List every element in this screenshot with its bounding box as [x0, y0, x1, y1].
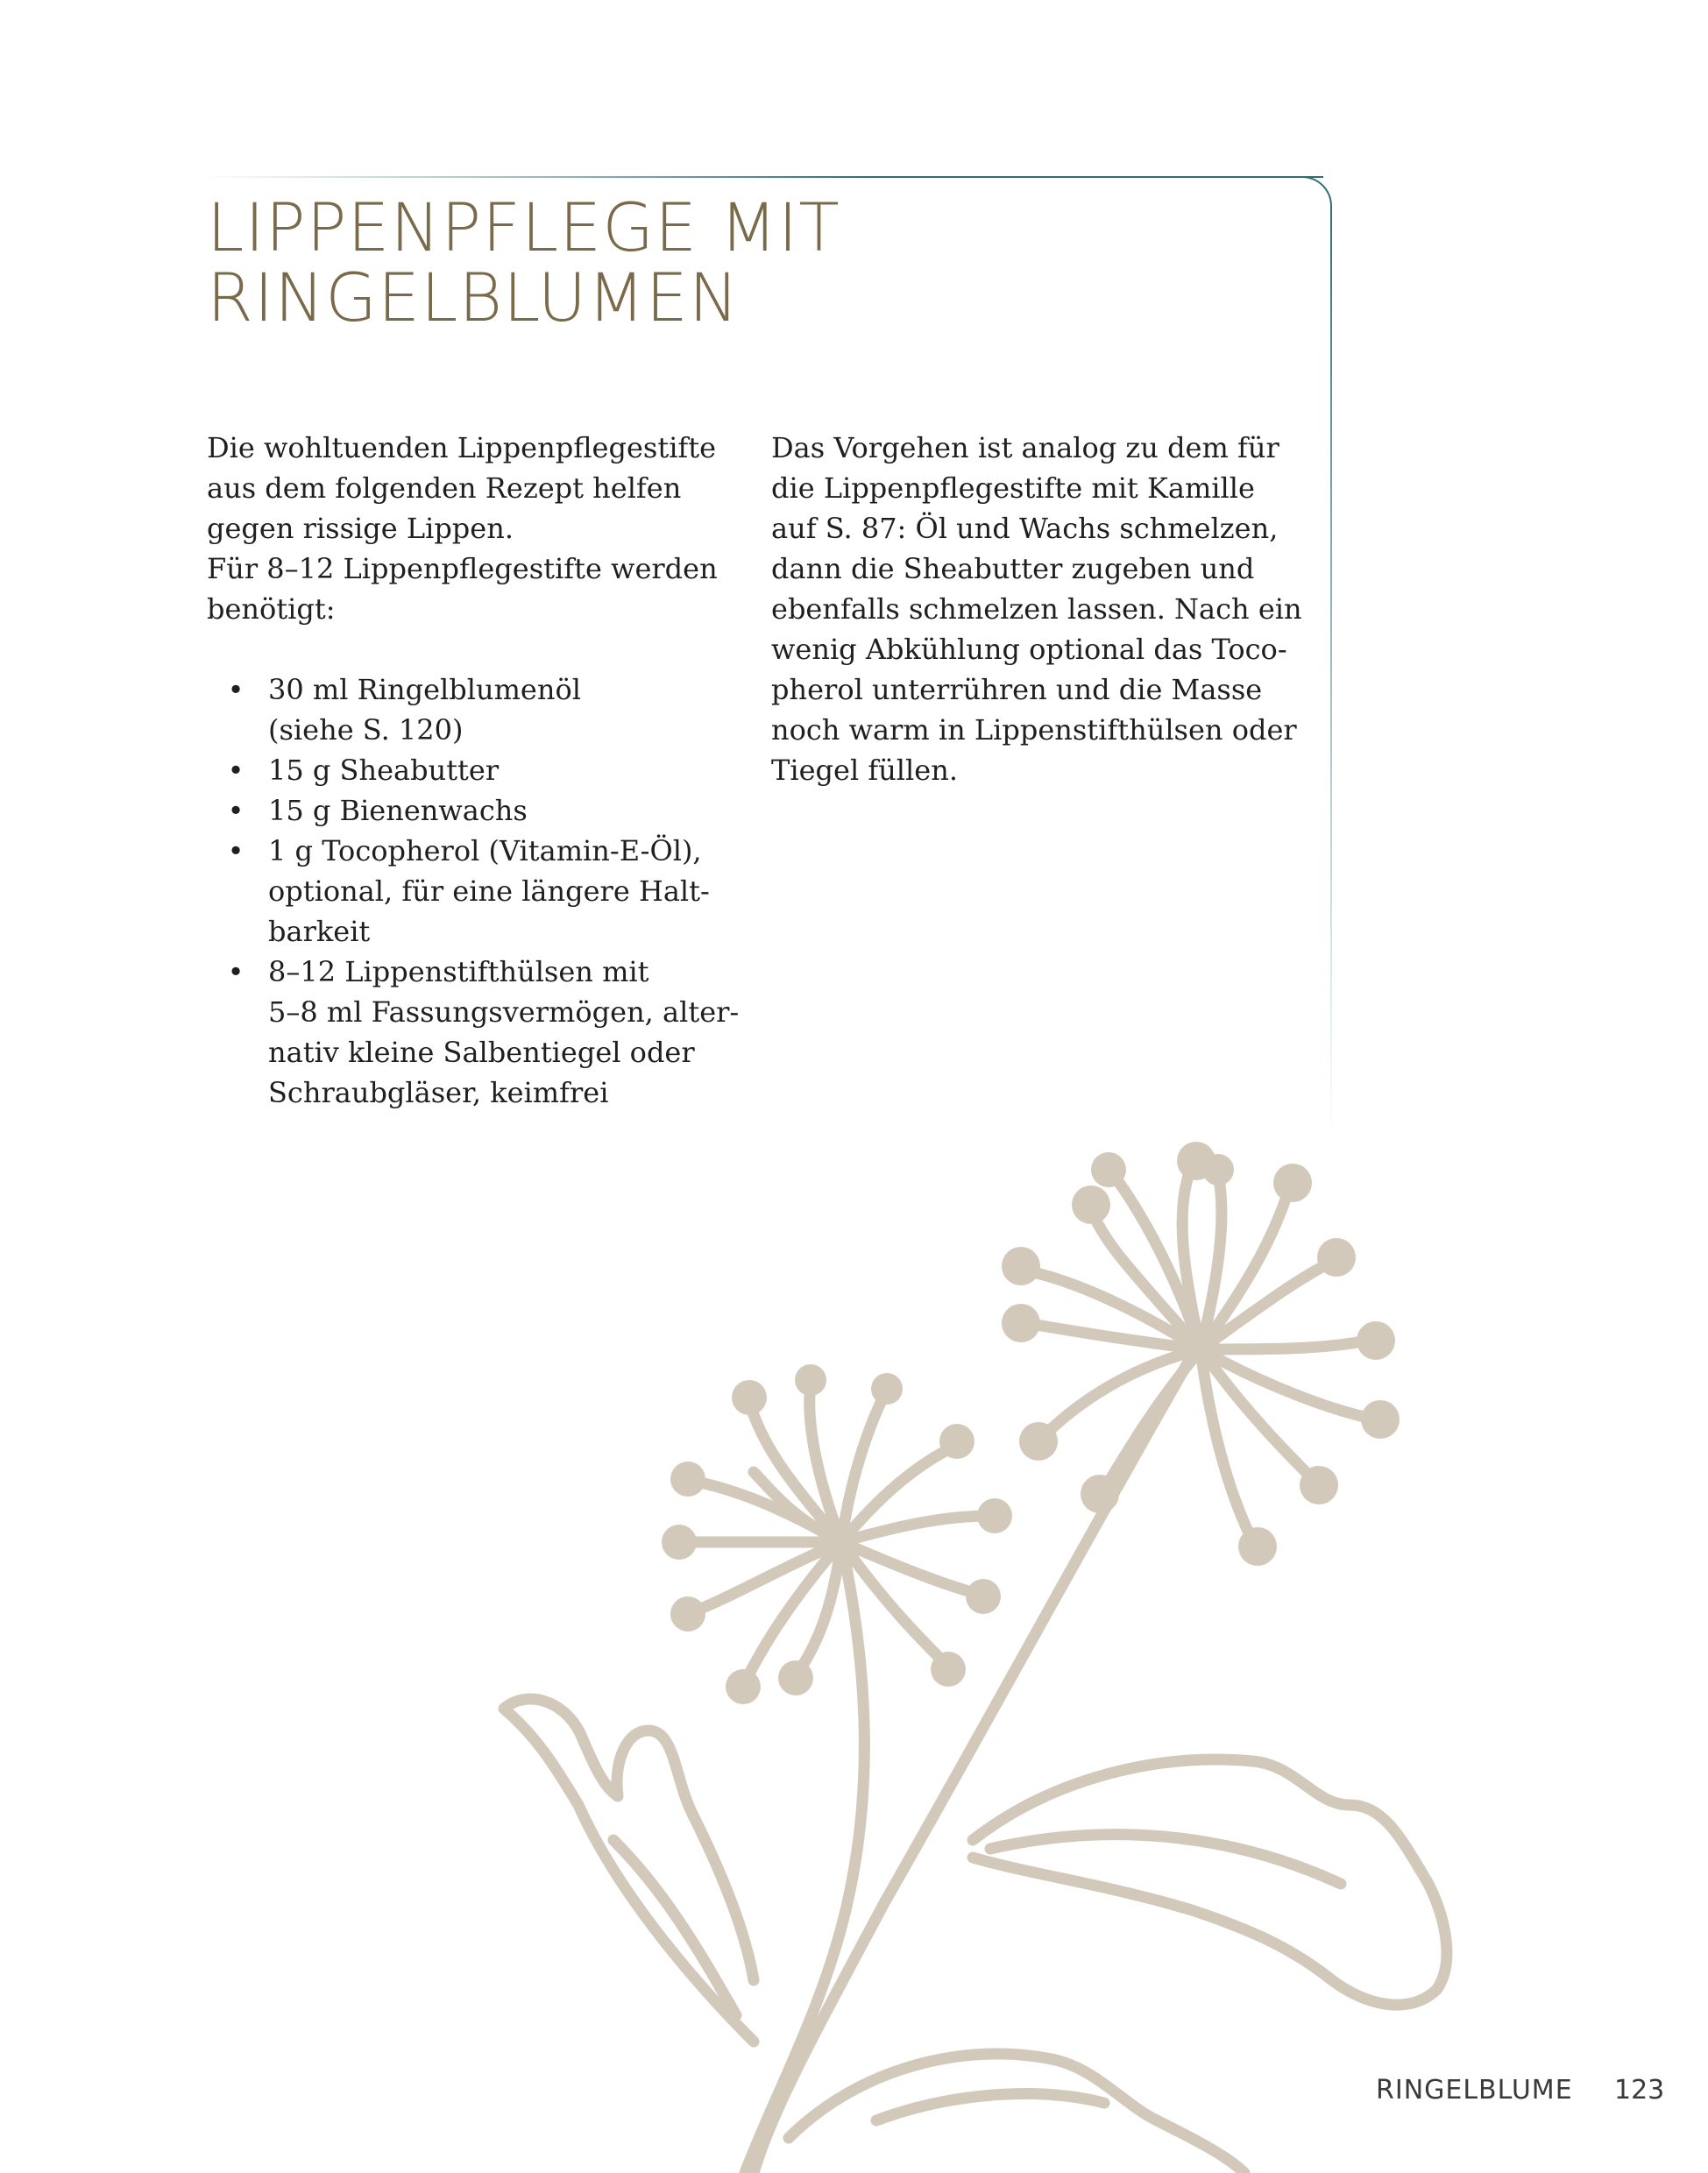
intro-line: benötigt: [207, 592, 336, 626]
page-title [207, 188, 1258, 336]
ingredient-item [207, 750, 750, 790]
frame-rounded-corner [1297, 176, 1332, 211]
ingredient-item [207, 790, 750, 831]
frame-top-border [202, 176, 1323, 178]
frame-right-border [1330, 210, 1332, 1139]
intro-line: gegen rissige Lippen. [207, 512, 514, 545]
left-column [207, 428, 750, 1113]
method-line: die Lippenpflegestifte mit Kamille [771, 471, 1255, 505]
method-line: pherol unterrühren und die Masse [771, 673, 1263, 706]
ingredient-line: (siehe S. 120) [268, 713, 464, 747]
intro-line: aus dem folgenden Rezept helfen [207, 471, 682, 505]
ingredient-item [207, 669, 750, 750]
footer-section-title: RINGELBLUME [1376, 2075, 1573, 2106]
bullet-dot-icon: • [227, 794, 245, 827]
bullet-dot-icon: • [227, 673, 245, 706]
method-line: wenig Abkühlung optional das Toco- [771, 633, 1287, 666]
intro-paragraph [207, 428, 750, 629]
ingredient-line: nativ kleine Salbentiegel oder [268, 1036, 695, 1069]
bullet-dot-icon: • [227, 955, 245, 988]
ingredient-line: 15 g Bienenwachs [268, 794, 528, 827]
ingredient-line: 5–8 ml Fassungsvermögen, alter- [268, 995, 740, 1029]
intro-line: Die wohltuenden Lippenpflegestifte [207, 431, 717, 464]
ingredient-line: 8–12 Lippenstifthülsen mit [268, 955, 649, 988]
paragraph-gap [207, 629, 750, 669]
bullet-dot-icon: • [227, 834, 245, 867]
right-column [771, 428, 1315, 790]
page-title-line-2: RINGELBLUMEN [207, 258, 740, 336]
ingredient-line: Schraubgläser, keimfrei [268, 1076, 609, 1109]
ingredient-line: 1 g Tocopherol (Vitamin-E-Öl), [268, 834, 702, 867]
method-line: Das Vorgehen ist analog zu dem für [771, 431, 1279, 464]
method-line: ebenfalls schmelzen lassen. Nach ein [771, 592, 1302, 626]
ingredient-list [207, 669, 750, 1113]
ingredient-line: optional, für eine längere Halt- [268, 874, 710, 908]
ingredient-line: barkeit [268, 915, 371, 948]
page-number: 123 [1614, 2075, 1665, 2106]
intro-line: Für 8–12 Lippenpflegestifte werden [207, 552, 718, 585]
page-title-line-1: LIPPENPFLEGE MIT [207, 188, 840, 266]
method-paragraph [771, 428, 1315, 790]
method-line: dann die Sheabutter zugeben und [771, 552, 1255, 585]
ingredient-item [207, 952, 750, 1113]
method-line: Tiegel füllen. [771, 754, 958, 787]
method-line: auf S. 87: Öl und Wachs schmelzen, [771, 512, 1279, 545]
ingredient-item [207, 831, 750, 952]
ingredient-line: 15 g Sheabutter [268, 754, 500, 787]
bullet-dot-icon: • [227, 754, 245, 787]
method-line: noch warm in Lippenstifthülsen oder [771, 713, 1297, 747]
ingredient-line: 30 ml Ringelblumenöl [268, 673, 581, 706]
